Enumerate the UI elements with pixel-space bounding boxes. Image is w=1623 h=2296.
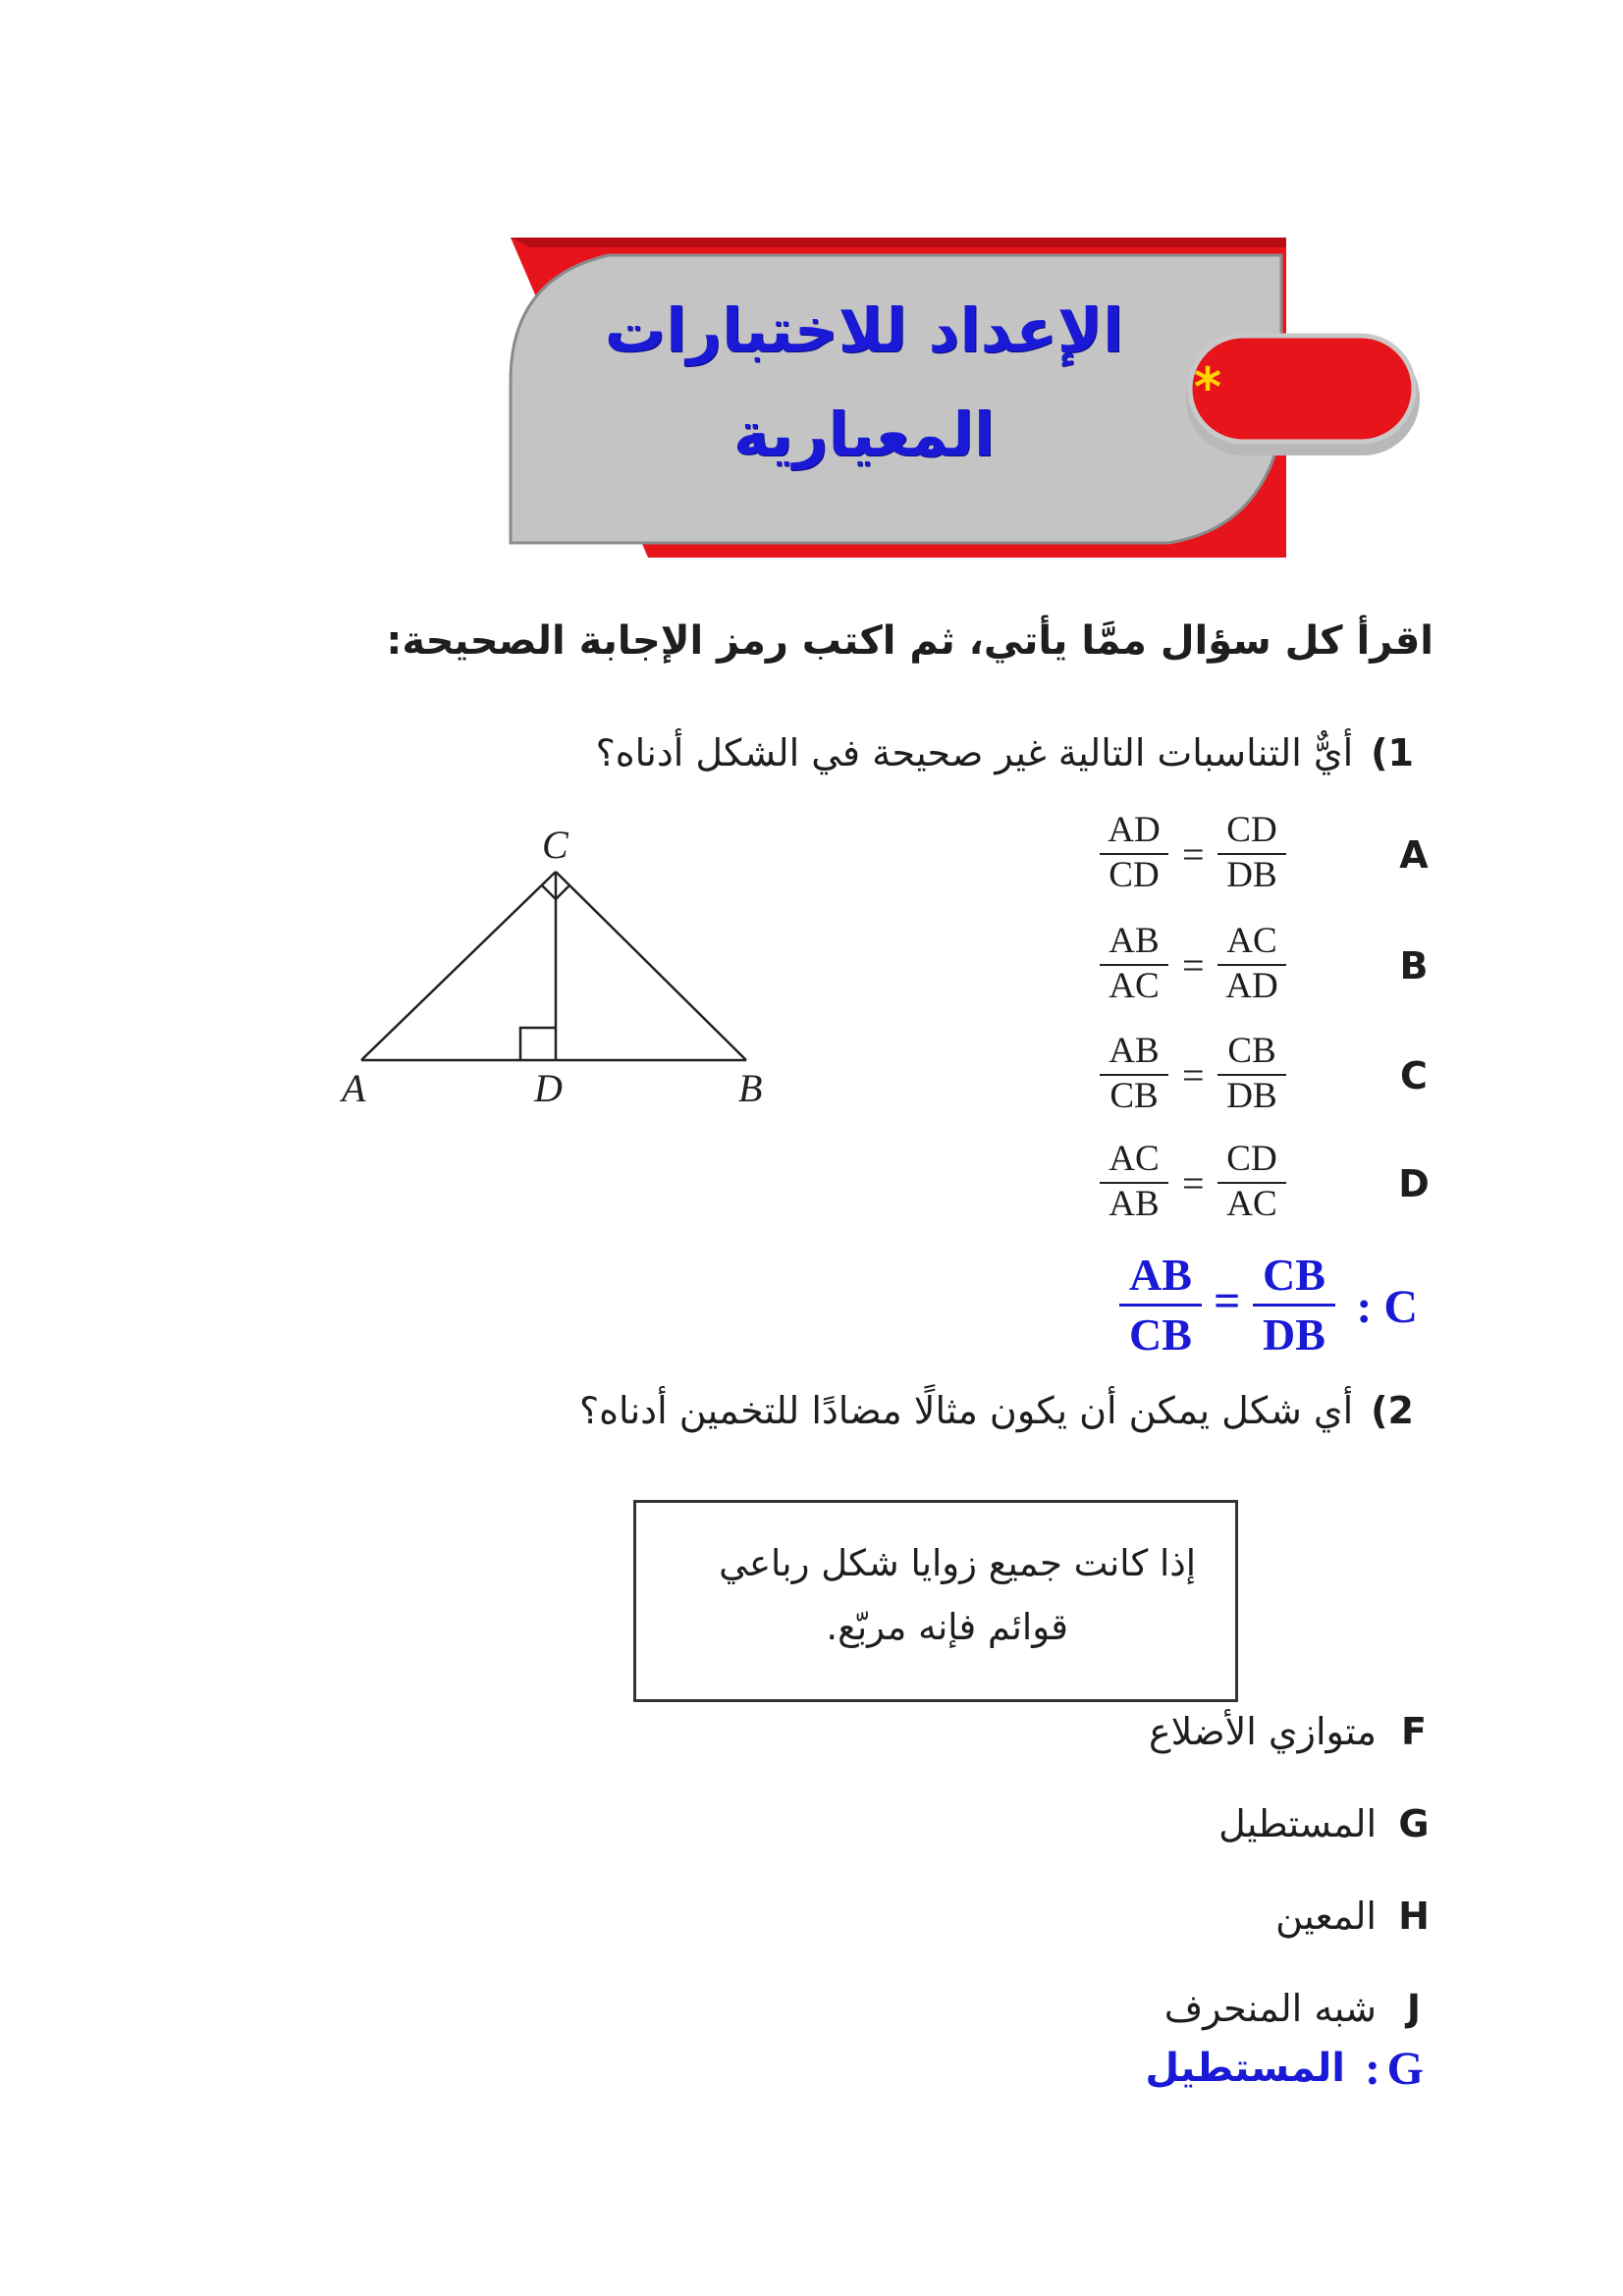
question-2-answer [1080,2042,1424,2110]
q2-option-H[interactable] [1001,1895,1434,1953]
triangle-diagram [324,825,776,1119]
segment-AC [361,872,556,1060]
option-letter-F: F [1401,1710,1427,1753]
q2-option-F[interactable] [1001,1710,1434,1769]
option-letter-H: H [1398,1895,1430,1938]
answer-2-text: المستطيل [1145,2046,1345,2091]
option-C-right-fraction: $\frac{CB}{DB}$ [1217,1031,1286,1117]
banner-graphic [491,234,1434,558]
conjecture-line-1: إذا كانت جميع زوايا شكل رباعي [719,1542,1196,1584]
option-D-left-fraction: $\frac{AC}{AB}$ [1100,1139,1168,1225]
option-A-left-fraction: $\frac{AD}{CD}$ [1100,810,1168,896]
option-A-right-fraction: $\frac{CD}{DB}$ [1217,810,1286,896]
answer-letter: : C [1356,1281,1418,1333]
title-line-1: الإعداد للاختبارات [604,294,1124,366]
title-line-2: المعيارية [732,399,996,470]
answer-2-colon: : [1365,2043,1380,2095]
question-2 [550,1389,1414,1432]
option-C-left-fraction: $\frac{AB}{CB}$ [1100,1031,1168,1117]
answer-2-letter: G [1386,2043,1424,2095]
q1-option-B[interactable]: $\frac{AB}{AC}$ = $\frac{AC}{AD}$ B [1100,921,1434,1019]
option-text-F: متوازي الأضلاع [1148,1710,1377,1753]
title-banner [491,234,1434,558]
q1-option-D[interactable]: $\frac{AC}{AB}$ = $\frac{CD}{AC}$ D [1100,1139,1434,1237]
option-text-H: المعين [1275,1895,1377,1938]
option-letter-A: A [1399,833,1429,877]
label-A: A [342,1066,366,1110]
option-letter-J: J [1406,1987,1422,2030]
question-1-answer: $\frac{AB}{CB}$ = $\frac{CB}{DB}$ : C [1119,1249,1434,1366]
q2-option-G[interactable] [1001,1802,1434,1861]
option-D-right-fraction: $\frac{CD}{AC}$ [1217,1139,1286,1225]
answer-right-fraction: $\frac{CB}{DB}$ [1253,1249,1335,1363]
label-D: D [534,1066,563,1110]
question-2-text: أي شكل يمكن أن يكون مثالًا مضادًا للتخمين أدناه؟ [578,1389,1354,1432]
option-letter-D: D [1398,1162,1430,1205]
instruction-text: اقرأ كل سؤال ممَّا يأتي، ثم اكتب رمز الإجابة الصحيحة: [386,618,1434,664]
question-1-text: أيٌّ التناسبات التالية غير صحيحة في الشكل أدناه؟ [595,731,1354,774]
label-C: C [542,825,568,867]
triangle-figure [324,825,776,1119]
option-letter-G: G [1398,1802,1430,1845]
conjecture-box [633,1500,1238,1702]
option-B-left-fraction: $\frac{AB}{AC}$ [1100,921,1168,1007]
segment-CB [556,872,746,1060]
option-B-right-fraction: $\frac{AC}{AD}$ [1217,921,1286,1007]
question-2-number: 2) [1371,1389,1414,1432]
question-1-number: 1) [1371,731,1414,774]
star-icon: * [1193,356,1222,418]
question-1 [550,731,1414,774]
label-B: B [738,1066,763,1110]
option-text-G: المستطيل [1218,1802,1377,1845]
conjecture-line-2: قوائم فإنه مربّع. [826,1606,1068,1648]
option-letter-B: B [1399,944,1429,988]
q1-option-A[interactable]: $\frac{AD}{CD}$ = $\frac{CD}{DB}$ A [1100,810,1434,908]
option-letter-C: C [1400,1054,1428,1097]
q1-option-C[interactable]: $\frac{AB}{CB}$ = $\frac{CB}{DB}$ C [1100,1031,1434,1129]
answer-left-fraction: $\frac{AB}{CB}$ [1119,1249,1202,1363]
option-text-J: شبه المنحرف [1163,1987,1377,2030]
q2-option-J[interactable] [1001,1987,1434,2046]
right-angle-mark-D [520,1028,556,1060]
